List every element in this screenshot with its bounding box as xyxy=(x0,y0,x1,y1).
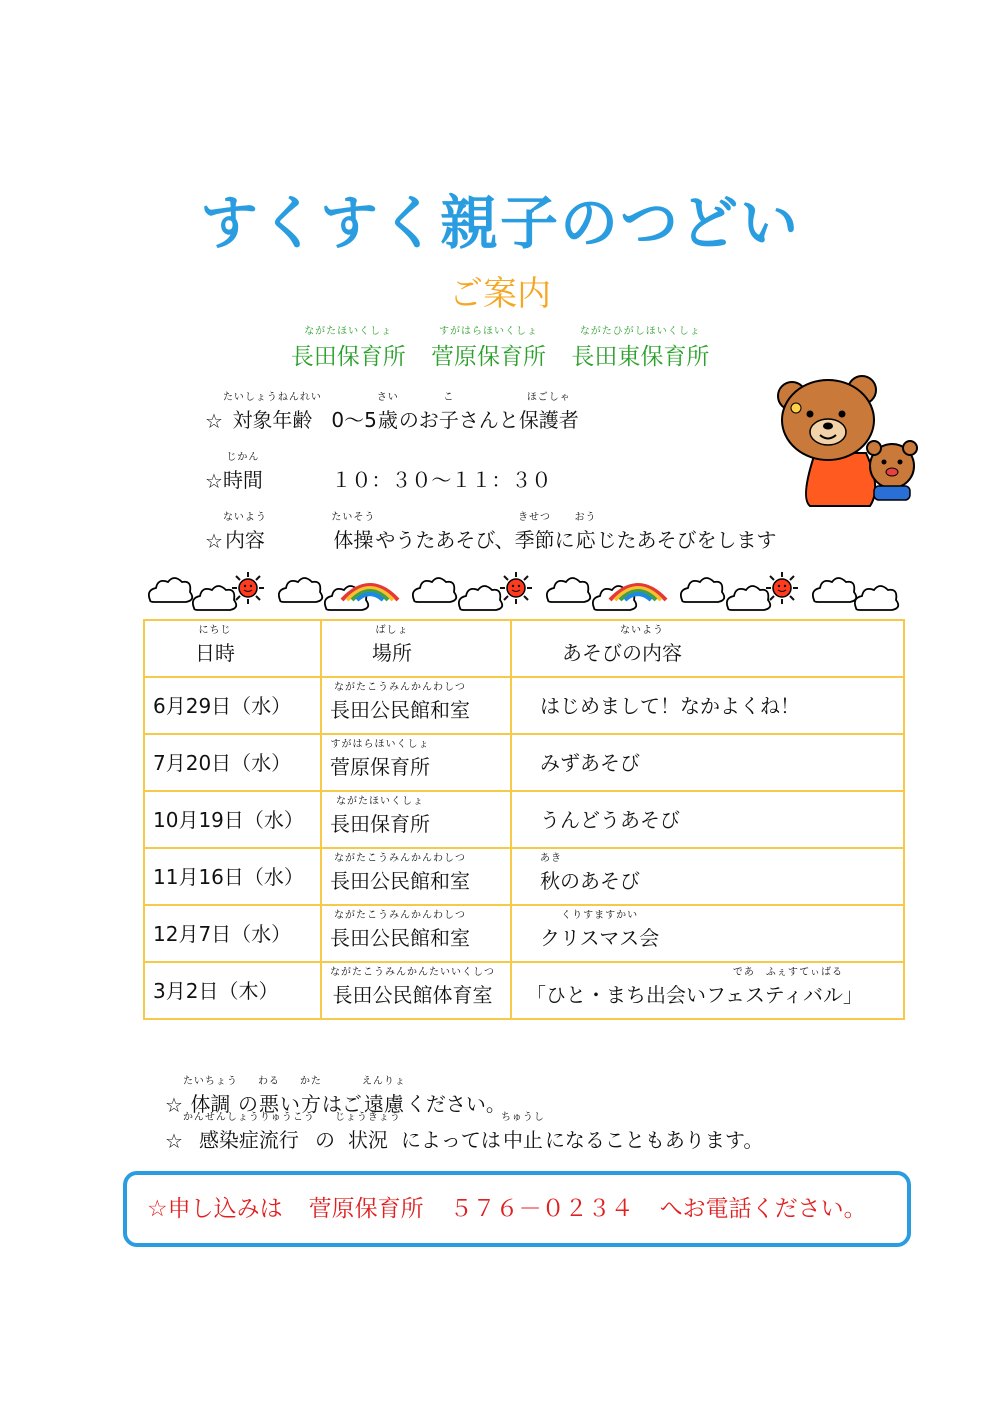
star-icon xyxy=(205,409,223,433)
row-place: ながたほいくしょ 長田保育所 xyxy=(321,791,511,848)
page-subtitle: ご案内 xyxy=(449,274,551,314)
info-age-value: 0～5 さい 歳 のお こ 子 さんと ほごしゃ 保護者 xyxy=(331,392,579,432)
info-age-row: ☆ たいしょうねんれい 対象年齢 0～5 さい 歳 のお こ 子 さんと ほごしゃ 保護者 xyxy=(205,392,579,433)
star-icon xyxy=(205,529,223,553)
table-row xyxy=(144,791,904,848)
table-row xyxy=(144,848,904,905)
apply-facility: 菅原保育所 xyxy=(308,1196,424,1222)
facility-nagata-higashi: ながたひがしほいくしょ 長田東保育所 xyxy=(571,326,710,370)
facility-nagata: ながたほいくしょ 長田保育所 xyxy=(290,326,406,370)
row-place: ながたこうみんかんわしつ 長田公民館和室 xyxy=(321,677,511,734)
page-title: すくすく親子のつどい xyxy=(199,189,800,257)
row-place: ながたこうみんかんわしつ 長田公民館和室 xyxy=(321,848,511,905)
row-activity: あき 秋のあそび xyxy=(511,848,904,905)
note-health: ☆ たいちょう 体調 の わる 悪 い かた 方 はご えんりょ 遠慮 ください。 xyxy=(165,1076,506,1117)
info-time-row: ☆ じかん 時間 １０：３０～１１：３０ xyxy=(205,452,551,493)
row-date: 6月29日（水） xyxy=(144,677,321,734)
header-activity: ないよう あそびの内容 xyxy=(511,620,904,677)
facility-sugahara: すがはらほいくしょ 菅原保育所 xyxy=(431,326,546,370)
row-activity: はじめまして！なかよくね！ xyxy=(511,677,904,734)
bear-illustration xyxy=(770,368,930,518)
apply-phone: ５７６－０２３４ xyxy=(449,1196,634,1222)
star-icon xyxy=(165,1129,183,1153)
row-activity: くりすますかい クリスマス会 xyxy=(511,905,904,962)
row-activity: うんどうあそび xyxy=(511,791,904,848)
row-place: ながたこうみんかんわしつ 長田公民館和室 xyxy=(321,905,511,962)
header-date: にちじ 日時 xyxy=(144,620,321,677)
table-row xyxy=(144,962,904,1019)
schedule-table xyxy=(143,619,905,1020)
header-place: ばしょ 場所 xyxy=(321,620,511,677)
info-content-row: ☆ ないよう 内容 たいそう 体操 やうたあそび、 きせつ 季節 に おう 応 じたあそびをします xyxy=(205,512,777,553)
row-date: 12月7日（水） xyxy=(144,905,321,962)
apply-intro: ☆申し込みは xyxy=(147,1196,283,1222)
decorative-border xyxy=(140,566,900,612)
facility-list xyxy=(0,326,1000,371)
table-row xyxy=(144,734,904,791)
note-infection: ☆ かんせんしょうりゅうこう 感染症流行 の じょうきょう 状況 によっては ちゅうし 中止 になることもあります。 xyxy=(165,1112,763,1153)
row-place: ながたこうみんかんたいいくしつ 長田公民館体育室 xyxy=(321,962,511,1019)
table-row xyxy=(144,677,904,734)
row-date: 3月2日（木） xyxy=(144,962,321,1019)
application-box xyxy=(123,1171,911,1247)
info-content-value: たいそう 体操 やうたあそび、 きせつ 季節 に おう 応 じたあそびをします xyxy=(331,512,777,552)
table-row xyxy=(144,905,904,962)
row-date: 10月19日（水） xyxy=(144,791,321,848)
row-date: 11月16日（水） xyxy=(144,848,321,905)
row-place: すがはらほいくしょ 菅原保育所 xyxy=(321,734,511,791)
row-activity: みずあそび xyxy=(511,734,904,791)
apply-call: へお電話ください。 xyxy=(659,1196,867,1222)
table-header-row xyxy=(144,620,904,677)
info-time-value: １０：３０～１１：３０ xyxy=(331,468,552,492)
row-activity: であ ふぇすてぃばる 「ひと・まち出会いフェスティバル」 xyxy=(511,962,904,1019)
row-date: 7月20日（水） xyxy=(144,734,321,791)
star-icon xyxy=(205,469,223,493)
